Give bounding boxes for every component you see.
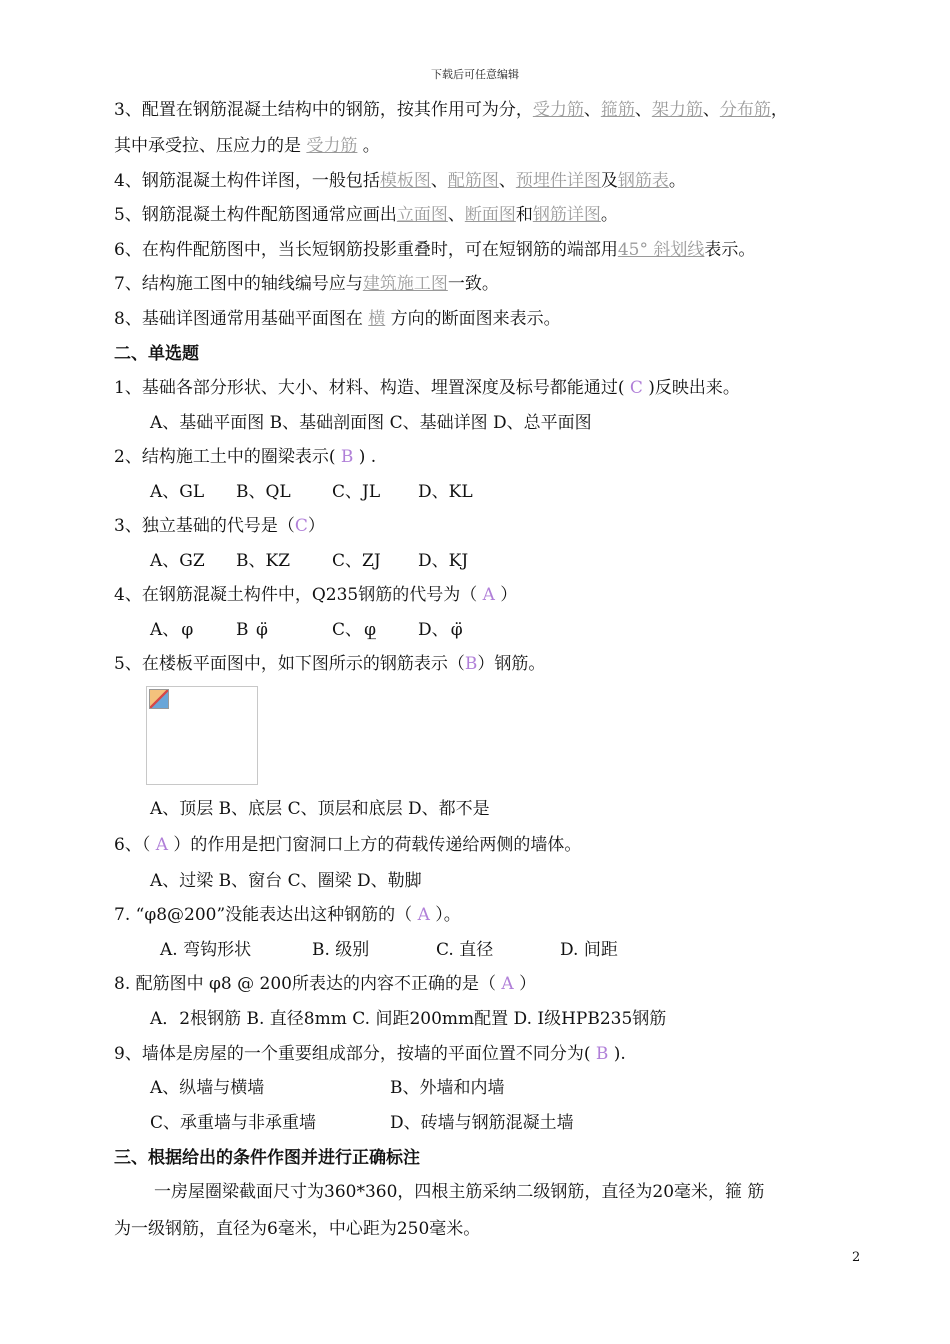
fill-question-6: 6、在构件配筋图中，当长短钢筋投影重叠时，可在短钢筋的端部用45° 斜划线表示。 (114, 240, 756, 260)
fill-question-4: 4、钢筋混凝土构件详图，一般包括模板图、配筋图、预埋件详图及钢筋表。 (114, 171, 686, 191)
answer: 钢筋表 (617, 171, 669, 191)
answer: B (340, 447, 354, 467)
section-3-text-cont: 为一级钢筋，直径为6毫米，中心距为250毫米。 (114, 1219, 481, 1239)
answer: 架力筋 (651, 100, 703, 120)
mc-question-5: 5、在楼板平面图中，如下图所示的钢筋表示（B）钢筋。 (114, 654, 546, 674)
mc-question-3: 3、独立基础的代号是（C） (114, 516, 325, 536)
fill-question-7: 7、结构施工图中的轴线编号应与建筑施工图一致。 (114, 274, 499, 294)
mc-options-5: A、顶层 B、底层 C、顶层和底层 D、都不是 (150, 799, 490, 819)
answer: 受力筋 (532, 100, 584, 120)
answer: 预埋件详图 (515, 171, 601, 191)
mc-options-6: A、过梁 B、窗台 C、圈梁 D、勒脚 (150, 871, 422, 891)
answer: A (155, 835, 169, 855)
mc-question-1: 1、基础各部分形状、大小、材料、构造、埋置深度及标号都能通过( C )反映出来。 (114, 378, 740, 398)
mc-question-8: 8. 配筋图中 φ8 @ 200所表达的内容不正确的是（ A ） (114, 974, 537, 994)
answer: 断面图 (464, 205, 516, 225)
mc-options-3: A、GZ B、KZ C、ZJ D、KJ (150, 551, 469, 571)
mc-options-7: A. 弯钩形状 B. 级别 C. 直径 D. 间距 (160, 940, 618, 960)
section-2-title: 二、单选题 (114, 344, 199, 364)
page-header: 下载后可任意编辑 (431, 68, 519, 81)
section-3-text: 一房屋圈梁截面尺寸为360*360，四根主筋采纳二级钢筋，直径为20毫米，箍 筋 (154, 1182, 765, 1202)
mc-question-7: 7. “φ8@200”没能表达出这种钢筋的（ A ）。 (114, 905, 461, 925)
rebar-symbol-icon: φ (181, 620, 194, 640)
answer: 受力筋 (306, 136, 358, 156)
answer: B (595, 1044, 609, 1064)
mc-question-2: 2、结构施工土中的圈梁表示( B ) . (114, 447, 377, 467)
broken-image-icon (149, 689, 169, 709)
answer: 建筑施工图 (362, 274, 448, 294)
mc-options-9a: A、纵墙与横墙 B、外墙和内墙 (150, 1078, 505, 1098)
rebar-symbol-icon: φ̈ (255, 620, 268, 640)
answer: A (501, 974, 514, 994)
mc-options-8: A．2根钢筋 B. 直径8mm C. 间距200mm配置 D. Ⅰ级HPB235钢筋 (150, 1009, 667, 1029)
fill-question-8: 8、基础详图通常用基础平面图在 横 方向的断面图来表示。 (114, 309, 561, 329)
page-number: 2 (852, 1250, 861, 1265)
answer: A (417, 905, 430, 925)
rebar-symbol-icon: φ̲ (364, 620, 376, 640)
missing-image-placeholder (146, 686, 258, 785)
rebar-symbol-icon: φ̈ (450, 620, 463, 640)
mc-options-9b: C、承重墙与非承重墙 D、砖墙与钢筋混凝土墙 (150, 1113, 574, 1133)
answer: 立面图 (396, 205, 448, 225)
answer: 45° 斜划线 (617, 240, 705, 260)
answer: B (464, 654, 478, 674)
answer: C (629, 378, 643, 398)
answer: 分布筋 (719, 100, 771, 120)
mc-options-4: A、 φ B φ̈ C、 φ̲ D、 φ̈ (150, 619, 465, 641)
answer: C (294, 516, 308, 536)
answer: 横 (368, 309, 386, 329)
mc-question-4: 4、在钢筋混凝土构件中，Q235钢筋的代号为（ A ） (114, 585, 518, 605)
mc-options-1: A、基础平面图 B、基础剖面图 C、基础详图 D、总平面图 (150, 413, 592, 433)
answer: 钢筋详图 (532, 205, 601, 225)
fill-question-3: 3、配置在钢筋混凝土结构中的钢筋，按其作用可为分，受力筋、箍筋、架力筋、分布筋， (114, 100, 788, 120)
mc-options-2: A、GL B、QL C、JL D、KL (150, 482, 473, 502)
answer: A (482, 585, 495, 605)
fill-question-5: 5、钢筋混凝土构件配筋图通常应画出立面图、断面图和钢筋详图。 (114, 205, 618, 225)
mc-question-9: 9、墙体是房屋的一个重要组成部分，按墙的平面位置不同分为( B ). (114, 1044, 626, 1064)
fill-question-3-cont: 其中承受拉、压应力的是 受力筋 。 (114, 136, 380, 156)
answer: 模板图 (379, 171, 431, 191)
answer: 箍筋 (600, 100, 635, 120)
section-3-title: 三、根据给出的条件作图并进行正确标注 (114, 1148, 420, 1168)
answer: 配筋图 (447, 171, 499, 191)
mc-question-6: 6、（ A ）的作用是把门窗洞口上方的荷载传递给两侧的墙体。 (114, 835, 582, 855)
